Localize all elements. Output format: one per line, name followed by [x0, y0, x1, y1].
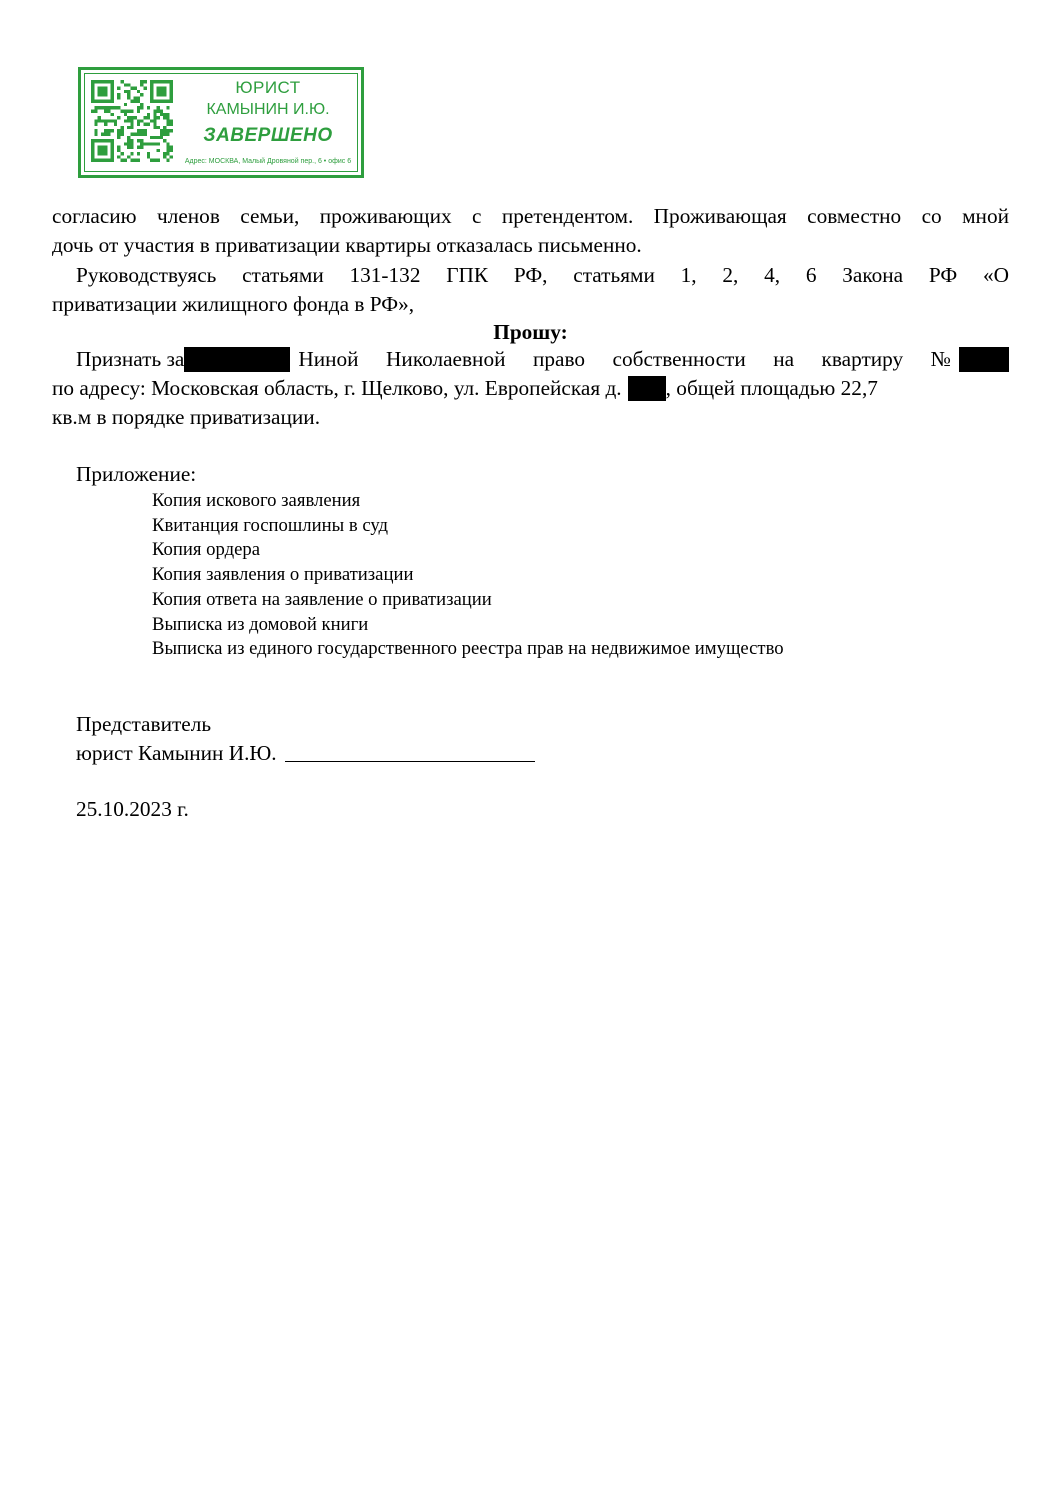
- paragraph-line: [76, 261, 1009, 290]
- paragraph-line: кв.м в порядке приватизации.: [52, 405, 321, 429]
- stamp-address: Адрес: МОСКВА, Малый Дровяной пер., 6 • офис 6: [184, 158, 352, 165]
- text-segment: Ниной Николаевной право собственности на квартиру №: [298, 347, 951, 371]
- signature-name: юрист Камынин И.Ю.: [76, 741, 277, 765]
- word: ГПК: [446, 263, 489, 287]
- stamp-status: ЗАВЕРШЕНО: [203, 125, 333, 146]
- word: «О: [982, 263, 1009, 287]
- text-segment: по адресу: Московская область, г. Щелково, ул. Европейская д.: [52, 376, 622, 400]
- word: 2,: [722, 263, 739, 287]
- word: статьями: [573, 263, 655, 287]
- text-line: согласию членов семьи, проживающих с претендентом. Проживающая совместно со мной: [52, 204, 1009, 228]
- word: 4,: [764, 263, 781, 287]
- attachment-item: Копия искового заявления: [152, 490, 361, 511]
- signature-line: [285, 739, 535, 762]
- paragraph-line: дочь от участия в приватизации квартиры отказалась письменно.: [52, 233, 642, 257]
- word: РФ: [928, 263, 958, 287]
- request-heading: Прошу:: [493, 320, 568, 344]
- word: 1,: [680, 263, 697, 287]
- paragraph-line: приватизации жилищного фонда в РФ»,: [52, 292, 415, 316]
- redacted-block: [184, 347, 290, 372]
- attachment-item: Выписка из домовой книги: [152, 613, 369, 635]
- document-date: 25.10.2023 г.: [76, 797, 189, 821]
- word: 131-132: [349, 263, 421, 287]
- attachment-item: Копия ответа на заявление о приватизации: [152, 588, 492, 610]
- text-segment: , общей площадью 22,7: [665, 376, 878, 400]
- redacted-block: [628, 376, 666, 401]
- qr-code-icon: [91, 80, 173, 162]
- word: РФ,: [513, 263, 548, 287]
- word: 6: [805, 263, 817, 287]
- text-segment: Признать за: [76, 347, 185, 371]
- attachment-item: Копия заявления о приватизации: [152, 564, 414, 586]
- paragraph-line: [52, 374, 1009, 403]
- word: статьями: [242, 263, 324, 287]
- word: Руководствуясь: [76, 263, 217, 287]
- paragraph-line: [76, 345, 1009, 374]
- signature-line-row: [76, 739, 1009, 768]
- attachment-item: Выписка из единого государственного реестра прав на недвижимое имущество: [152, 638, 784, 660]
- attachment-item: Копия ордера: [152, 539, 261, 561]
- signature-role: Представитель: [76, 712, 212, 736]
- stamp-name: КАМЫНИН И.Ю.: [206, 101, 330, 118]
- word: Закона: [842, 263, 904, 287]
- lawyer-stamp: [78, 67, 364, 178]
- attachments-heading: Приложение:: [76, 462, 197, 486]
- stamp-title: ЮРИСТ: [235, 78, 301, 97]
- redacted-block: [959, 347, 1009, 372]
- paragraph-line: [52, 202, 1009, 231]
- attachment-item: Квитанция госпошлины в суд: [152, 514, 389, 536]
